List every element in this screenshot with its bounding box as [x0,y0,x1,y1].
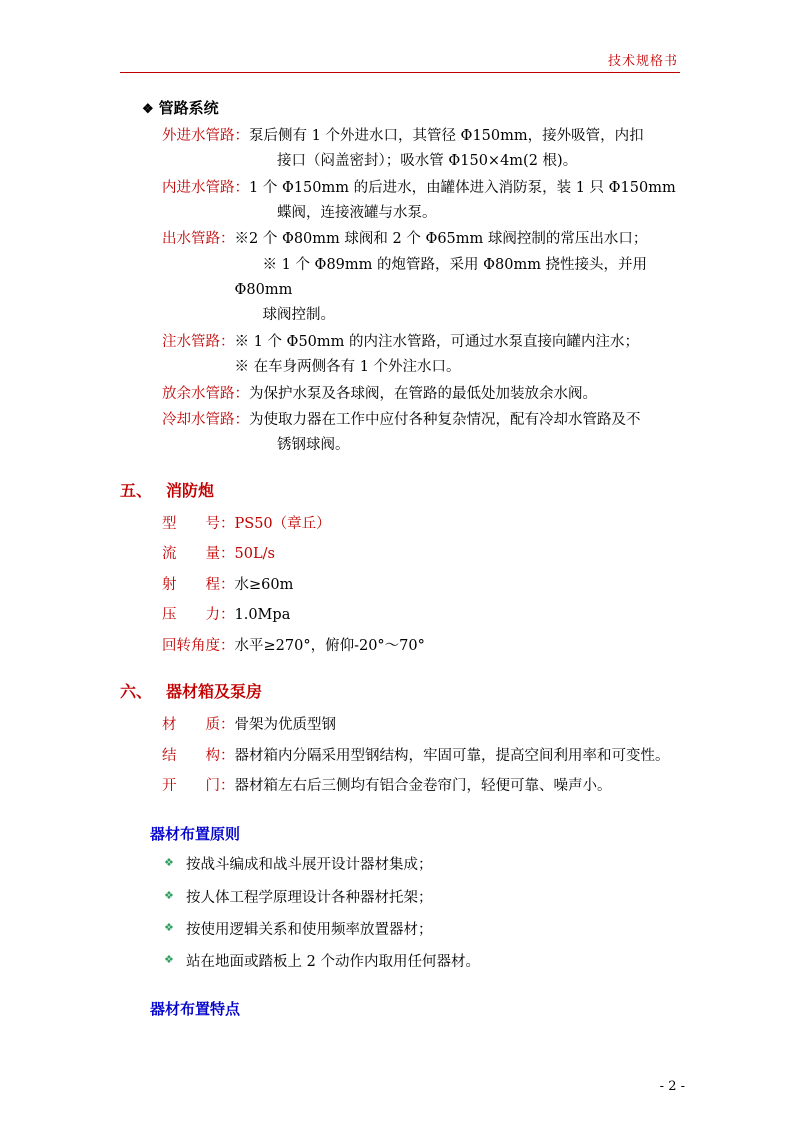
spec-key: 材 质： [162,717,235,734]
layout-features-heading: 器材布置特点 [150,999,241,1018]
list-item-text: 按人体工程学原理设计各种器材托架； [186,889,433,906]
spec-value: 水平≥270°，俯仰-20°～70° [234,637,425,654]
spec-key: 结 构： [162,747,235,764]
pipe-row-label: 冷却水管路： [162,411,249,428]
pipe-row-line: 蝶阀，连接液罐与水泵。 [277,204,437,221]
spec-value: 器材箱左右后三侧均有铝合金卷帘门，轻便可靠、噪声小。 [234,778,612,795]
spec-row [162,572,690,600]
section-five-heading [120,477,690,505]
spec-row [162,712,690,740]
pipe-row-line: ※2 个 Φ80mm 球阀和 2 个 Φ65mm 球阀控制的常压出水口； [234,231,648,248]
diamond-bullet-icon: ❖ [164,922,174,934]
pipe-row [162,227,690,329]
layout-principles-list [164,853,690,976]
spec-value: 骨架为优质型钢 [234,717,336,734]
layout-principles-heading: 器材布置原则 [150,825,241,843]
pipe-row-label: 放余水管路： [162,385,249,402]
pipe-row-line: ※ 1 个 Φ89mm 的炮管路，采用 Φ80mm 挠性接头，并用 Φ80mm [234,256,648,298]
pipe-row-label: 注水管路： [162,333,235,350]
header-divider [120,72,680,73]
diamond-bullet-icon: ❖ [142,102,154,117]
pipe-row-line: ※ 1 个 Φ50mm 的内注水管路，可通过水泵直接向罐内注水； [234,333,639,350]
pipe-row [162,408,690,459]
list-item-text: 按战斗编成和战斗展开设计器材集成； [186,857,433,874]
section-five-number: 五、 [120,480,153,500]
document-body [120,95,690,1028]
page-header [120,50,680,73]
diamond-bullet-icon: ❖ [164,954,174,967]
spec-key: 压 力： [162,607,235,624]
pipe-row [162,330,690,381]
spec-key: 回转角度： [162,637,235,654]
pipe-row-body [249,124,690,175]
section-six-title: 器材箱及泵房 [166,682,263,702]
spec-value: 50L/s [234,546,275,563]
pipe-row-line: 锈钢球阀。 [277,437,350,454]
spec-value: 器材箱内分隔采用型钢结构，牢固可靠，提高空间利用率和可变性。 [234,747,670,764]
spec-value: PS50（章丘） [234,515,331,532]
header-title: 技术规格书 [607,54,678,69]
pipe-row [162,176,690,227]
spec-row [162,541,690,569]
pipe-row-line: 接口（闷盖密封）；吸水管 Φ150×4m(2 根)。 [277,153,578,170]
spec-key: 型 号： [162,515,235,532]
spec-value: 1.0Mpa [234,607,291,624]
spec-key: 流 量： [162,546,235,563]
pipe-row-label: 出水管路： [162,231,235,248]
section-six-number: 六、 [120,682,153,702]
list-item [164,950,690,975]
pipe-row [162,382,690,407]
pipe-row-line: 球阀控制。 [262,307,335,324]
pipe-row-line: 为保护水泵及各球阀，在管路的最低处加装放余水阀。 [249,385,597,402]
pipe-row [162,124,690,175]
spec-row [162,511,690,539]
spec-row [162,602,690,630]
pipe-row-line: 为使取力器在工作中应付各种复杂情况，配有冷却水管路及不 [249,411,641,428]
pipe-row-body [249,408,690,459]
pipe-row-line: 泵后侧有 1 个外进水口，其管径 Φ150mm，接外吸管，内扣 [249,127,644,144]
list-item [164,886,690,911]
spec-key: 开 门： [162,778,235,795]
list-item [164,853,690,878]
spec-row [162,773,690,801]
pipe-row-body [249,382,690,407]
section-six-heading [120,678,690,706]
spec-key: 射 程： [162,576,235,593]
spec-row [162,633,690,661]
pipe-row-body [235,330,691,381]
pipe-system-heading-text: 管路系统 [158,99,219,117]
pipe-row-line: ※ 在车身两侧各有 1 个外注水口。 [234,359,461,376]
pipe-row-line: 1 个 Φ150mm 的后进水，由罐体进入消防泵，装 1 只 Φ150mm [249,179,676,196]
section-five-title: 消防炮 [166,480,215,500]
pipe-system-heading [142,95,690,122]
pipe-row-body [235,227,691,329]
page-number: - 2 - [659,1079,685,1094]
spec-row [162,743,690,771]
diamond-bullet-icon: ❖ [164,889,174,902]
pipe-row-body [249,176,690,227]
pipe-row-label: 外进水管路： [162,127,249,144]
diamond-bullet-icon: ❖ [164,857,174,870]
list-item [164,918,690,943]
page-footer [120,1079,685,1094]
list-item-text: 按使用逻辑关系和使用频率放置器材； [186,922,433,938]
spec-value: 水≥60m [234,576,294,593]
pipe-row-label: 内进水管路： [162,179,249,196]
list-item-text: 站在地面或踏板上 2 个动作内取用任何器材。 [186,954,480,971]
